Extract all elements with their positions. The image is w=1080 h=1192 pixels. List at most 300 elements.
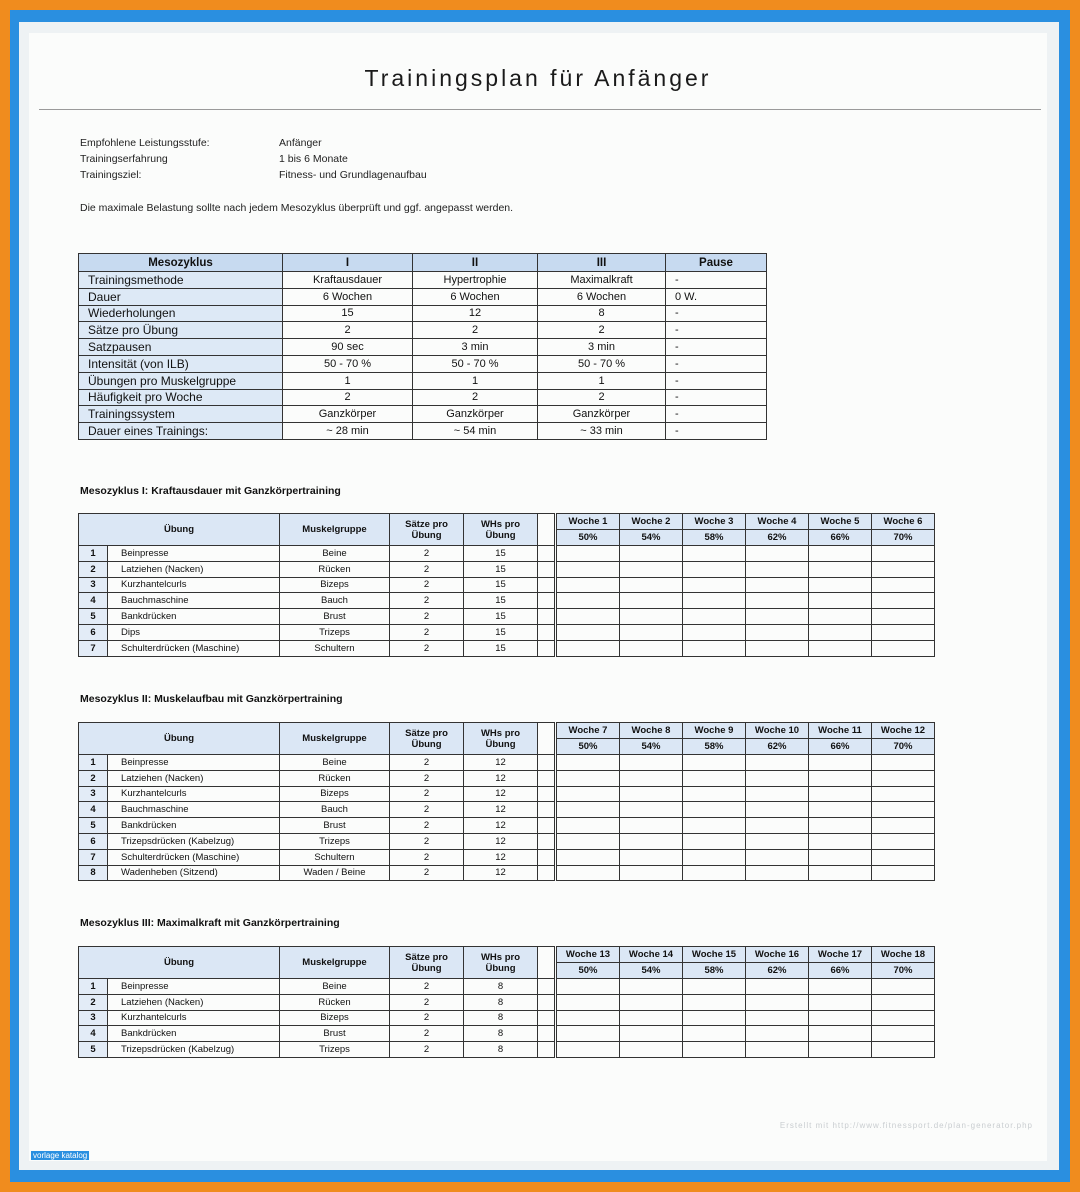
week-entry-cell[interactable]	[557, 593, 620, 609]
week-entry-cell[interactable]	[683, 561, 746, 577]
weeks-row	[557, 561, 935, 577]
overview-cell: 6 Wochen	[413, 288, 538, 305]
weeks-row	[557, 640, 935, 656]
week-entry-cell[interactable]	[683, 1026, 746, 1042]
week-entry-cell[interactable]	[746, 755, 809, 771]
table-row	[79, 577, 555, 593]
week-entry-cell[interactable]	[620, 609, 683, 625]
sets-value: 2	[390, 755, 464, 771]
info-label-level: Empfohlene Leistungsstufe:	[80, 137, 210, 149]
gap-cell	[538, 994, 555, 1010]
table-row	[79, 979, 555, 995]
exercise-name: Dips	[108, 624, 280, 640]
overview-row	[79, 355, 767, 372]
week-entry-cell[interactable]	[557, 833, 620, 849]
week-entry-cell[interactable]	[557, 786, 620, 802]
watermark: vorlage katalog	[33, 1151, 88, 1160]
sets-value: 2	[390, 1026, 464, 1042]
week-entry-cell[interactable]	[557, 865, 620, 881]
sets-value: 2	[390, 770, 464, 786]
week-entry-cell[interactable]	[620, 818, 683, 834]
muscle-group: Beine	[280, 546, 390, 562]
sets-value: 2	[390, 1042, 464, 1058]
sets-value: 2	[390, 979, 464, 995]
week-header: Woche 10	[746, 723, 809, 739]
week-header: Woche 5	[809, 514, 872, 530]
gap-cell	[538, 849, 555, 865]
week-entry-cell[interactable]	[620, 994, 683, 1010]
week-entry-cell[interactable]	[809, 609, 872, 625]
week-entry-cell[interactable]	[809, 577, 872, 593]
week-entry-cell[interactable]	[872, 818, 935, 834]
gap-cell	[538, 546, 555, 562]
week-entry-cell[interactable]	[683, 546, 746, 562]
week-entry-cell[interactable]	[746, 561, 809, 577]
gap-cell	[538, 593, 555, 609]
week-header: Woche 4	[746, 514, 809, 530]
week-entry-cell[interactable]	[557, 770, 620, 786]
overview-header: III	[538, 254, 666, 272]
gap-cell	[538, 755, 555, 771]
week-entry-cell[interactable]	[683, 994, 746, 1010]
exercise-name: Trizepsdrücken (Kabelzug)	[108, 1042, 280, 1058]
week-entry-cell[interactable]	[683, 849, 746, 865]
week-percent: 62%	[746, 739, 809, 755]
week-entry-cell[interactable]	[620, 577, 683, 593]
week-entry-cell[interactable]	[683, 979, 746, 995]
week-header: Woche 3	[683, 514, 746, 530]
muscle-group: Trizeps	[280, 833, 390, 849]
week-entry-cell[interactable]	[809, 833, 872, 849]
week-entry-cell[interactable]	[872, 561, 935, 577]
header-muskelgruppe: Muskelgruppe	[280, 947, 390, 979]
weeks-row	[557, 802, 935, 818]
header-whs: WHs pro Übung	[464, 723, 538, 755]
weeks-header-row	[557, 514, 935, 530]
exercise-header-row	[79, 723, 555, 755]
overview-cell: -	[666, 406, 767, 423]
overview-row-label: Übungen pro Muskelgruppe	[79, 372, 283, 389]
week-entry-cell[interactable]	[746, 624, 809, 640]
week-entry-cell[interactable]	[620, 546, 683, 562]
muscle-group: Brust	[280, 818, 390, 834]
week-entry-cell[interactable]	[620, 979, 683, 995]
week-percent: 50%	[557, 739, 620, 755]
weeks-row	[557, 849, 935, 865]
weeks-row	[557, 770, 935, 786]
muscle-group: Bizeps	[280, 577, 390, 593]
week-entry-cell[interactable]	[872, 1042, 935, 1058]
row-number: 7	[79, 640, 108, 656]
row-number: 2	[79, 994, 108, 1010]
week-entry-cell[interactable]	[746, 818, 809, 834]
week-entry-cell[interactable]	[683, 818, 746, 834]
sets-value: 2	[390, 865, 464, 881]
week-entry-cell[interactable]	[620, 561, 683, 577]
week-entry-cell[interactable]	[620, 770, 683, 786]
weeks-header-row	[557, 723, 935, 739]
exercise-name: Latziehen (Nacken)	[108, 561, 280, 577]
week-entry-cell[interactable]	[620, 640, 683, 656]
week-entry-cell[interactable]	[620, 593, 683, 609]
reps-value: 15	[464, 561, 538, 577]
overview-row	[79, 339, 767, 356]
gap-cell	[538, 802, 555, 818]
overview-cell: -	[666, 372, 767, 389]
week-entry-cell[interactable]	[683, 624, 746, 640]
exercise-name: Schulterdrücken (Maschine)	[108, 640, 280, 656]
gap-cell	[538, 786, 555, 802]
mesocycle-title: Mesozyklus II: Muskelaufbau mit Ganzkörpertraining	[80, 693, 343, 705]
reps-value: 15	[464, 640, 538, 656]
overview-cell: 2	[283, 389, 413, 406]
week-entry-cell[interactable]	[683, 609, 746, 625]
week-percent: 66%	[809, 530, 872, 546]
overview-cell: ~ 54 min	[413, 423, 538, 440]
week-entry-cell[interactable]	[683, 1042, 746, 1058]
week-entry-cell[interactable]	[809, 786, 872, 802]
info-value-level: Anfänger	[279, 137, 322, 149]
row-number: 8	[79, 865, 108, 881]
overview-row	[79, 305, 767, 322]
week-percent: 70%	[872, 530, 935, 546]
exercise-table	[78, 722, 555, 881]
weeks-row	[557, 755, 935, 771]
overview-cell: 8	[538, 305, 666, 322]
week-entry-cell[interactable]	[557, 802, 620, 818]
week-entry-cell[interactable]	[809, 865, 872, 881]
week-entry-cell[interactable]	[746, 1042, 809, 1058]
reps-value: 8	[464, 1010, 538, 1026]
row-number: 5	[79, 1042, 108, 1058]
exercise-name: Bauchmaschine	[108, 593, 280, 609]
overview-cell: Ganzkörper	[413, 406, 538, 423]
week-entry-cell[interactable]	[557, 609, 620, 625]
week-percent: 62%	[746, 963, 809, 979]
weeks-row	[557, 1026, 935, 1042]
week-header: Woche 6	[872, 514, 935, 530]
week-entry-cell[interactable]	[557, 818, 620, 834]
week-entry-cell[interactable]	[746, 865, 809, 881]
week-header: Woche 2	[620, 514, 683, 530]
week-entry-cell[interactable]	[746, 609, 809, 625]
overview-row-label: Häufigkeit pro Woche	[79, 389, 283, 406]
overview-header: II	[413, 254, 538, 272]
muscle-group: Trizeps	[280, 1042, 390, 1058]
row-number: 2	[79, 561, 108, 577]
exercise-name: Kurzhantelcurls	[108, 1010, 280, 1026]
overview-cell: 6 Wochen	[538, 288, 666, 305]
header-whs: WHs pro Übung	[464, 947, 538, 979]
table-row	[79, 561, 555, 577]
week-entry-cell[interactable]	[557, 1010, 620, 1026]
week-entry-cell[interactable]	[683, 770, 746, 786]
muscle-group: Beine	[280, 979, 390, 995]
week-entry-cell[interactable]	[620, 624, 683, 640]
week-entry-cell[interactable]	[872, 994, 935, 1010]
week-entry-cell[interactable]	[620, 1042, 683, 1058]
week-entry-cell[interactable]	[620, 755, 683, 771]
week-entry-cell[interactable]	[872, 755, 935, 771]
muscle-group: Beine	[280, 755, 390, 771]
week-entry-cell[interactable]	[620, 833, 683, 849]
reps-value: 8	[464, 979, 538, 995]
exercise-header-row	[79, 514, 555, 546]
table-row	[79, 546, 555, 562]
week-header: Woche 12	[872, 723, 935, 739]
week-percent: 62%	[746, 530, 809, 546]
exercise-name: Kurzhantelcurls	[108, 577, 280, 593]
week-entry-cell[interactable]	[809, 770, 872, 786]
week-entry-cell[interactable]	[683, 755, 746, 771]
overview-header-row	[79, 254, 767, 272]
week-entry-cell[interactable]	[809, 640, 872, 656]
week-entry-cell[interactable]	[872, 849, 935, 865]
week-entry-cell[interactable]	[746, 640, 809, 656]
week-entry-cell[interactable]	[809, 1026, 872, 1042]
week-entry-cell[interactable]	[872, 802, 935, 818]
gap-cell	[538, 640, 555, 656]
overview-cell: 50 - 70 %	[538, 355, 666, 372]
week-header: Woche 13	[557, 947, 620, 963]
overview-header: Mesozyklus	[79, 254, 283, 272]
exercise-name: Trizepsdrücken (Kabelzug)	[108, 833, 280, 849]
week-entry-cell[interactable]	[746, 1026, 809, 1042]
title-divider	[39, 109, 1041, 110]
overview-cell: 2	[538, 322, 666, 339]
overview-cell: 15	[283, 305, 413, 322]
week-percent: 58%	[683, 739, 746, 755]
exercise-name: Bankdrücken	[108, 1026, 280, 1042]
week-header: Woche 11	[809, 723, 872, 739]
week-entry-cell[interactable]	[683, 577, 746, 593]
sets-value: 2	[390, 833, 464, 849]
reps-value: 12	[464, 786, 538, 802]
week-entry-cell[interactable]	[809, 818, 872, 834]
page-title: Trainingsplan für Anfänger	[364, 65, 712, 91]
row-number: 4	[79, 1026, 108, 1042]
gap-cell	[538, 979, 555, 995]
header-saetze: Sätze pro Übung	[390, 514, 464, 546]
week-entry-cell[interactable]	[620, 802, 683, 818]
week-entry-cell[interactable]	[746, 577, 809, 593]
week-entry-cell[interactable]	[557, 577, 620, 593]
overview-cell: Ganzkörper	[538, 406, 666, 423]
week-entry-cell[interactable]	[809, 755, 872, 771]
week-entry-cell[interactable]	[683, 802, 746, 818]
weeks-header-row	[557, 947, 935, 963]
exercise-name: Wadenheben (Sitzend)	[108, 865, 280, 881]
week-entry-cell[interactable]	[872, 865, 935, 881]
week-header: Woche 16	[746, 947, 809, 963]
week-entry-cell[interactable]	[809, 849, 872, 865]
week-entry-cell[interactable]	[809, 1010, 872, 1026]
week-entry-cell[interactable]	[809, 994, 872, 1010]
week-entry-cell[interactable]	[872, 640, 935, 656]
overview-cell: ~ 33 min	[538, 423, 666, 440]
gap-cell	[538, 723, 555, 755]
row-number: 5	[79, 609, 108, 625]
table-row	[79, 833, 555, 849]
week-percent: 54%	[620, 739, 683, 755]
row-number: 1	[79, 979, 108, 995]
row-number: 6	[79, 624, 108, 640]
week-entry-cell[interactable]	[809, 546, 872, 562]
week-entry-cell[interactable]	[557, 640, 620, 656]
week-header: Woche 9	[683, 723, 746, 739]
header-uebung: Übung	[79, 723, 280, 755]
overview-cell: Maximalkraft	[538, 272, 666, 289]
week-entry-cell[interactable]	[746, 802, 809, 818]
header-uebung: Übung	[79, 947, 280, 979]
week-entry-cell[interactable]	[557, 561, 620, 577]
row-number: 3	[79, 577, 108, 593]
table-row	[79, 802, 555, 818]
week-entry-cell[interactable]	[872, 1026, 935, 1042]
sets-value: 2	[390, 609, 464, 625]
exercise-name: Bankdrücken	[108, 818, 280, 834]
week-entry-cell[interactable]	[557, 1026, 620, 1042]
overview-cell: -	[666, 423, 767, 440]
overview-cell: Hypertrophie	[413, 272, 538, 289]
week-header: Woche 15	[683, 947, 746, 963]
week-entry-cell[interactable]	[557, 849, 620, 865]
week-entry-cell[interactable]	[620, 786, 683, 802]
info-value-experience: 1 bis 6 Monate	[279, 153, 348, 165]
week-entry-cell[interactable]	[557, 994, 620, 1010]
row-number: 2	[79, 770, 108, 786]
week-entry-cell[interactable]	[809, 593, 872, 609]
overview-row-label: Sätze pro Übung	[79, 322, 283, 339]
week-entry-cell[interactable]	[809, 624, 872, 640]
week-entry-cell[interactable]	[620, 849, 683, 865]
overview-cell: 50 - 70 %	[413, 355, 538, 372]
weeks-row	[557, 624, 935, 640]
week-entry-cell[interactable]	[872, 1010, 935, 1026]
reps-value: 12	[464, 849, 538, 865]
table-row	[79, 849, 555, 865]
week-entry-cell[interactable]	[746, 546, 809, 562]
overview-header: I	[283, 254, 413, 272]
week-entry-cell[interactable]	[809, 802, 872, 818]
row-number: 5	[79, 818, 108, 834]
week-entry-cell[interactable]	[872, 593, 935, 609]
week-entry-cell[interactable]	[683, 1010, 746, 1026]
mesocycle-title: Mesozyklus III: Maximalkraft mit Ganzkörpertraining	[80, 917, 340, 929]
reps-value: 12	[464, 833, 538, 849]
overview-row	[79, 406, 767, 423]
week-entry-cell[interactable]	[746, 833, 809, 849]
week-entry-cell[interactable]	[746, 979, 809, 995]
week-entry-cell[interactable]	[809, 979, 872, 995]
muscle-group: Bizeps	[280, 786, 390, 802]
week-entry-cell[interactable]	[872, 546, 935, 562]
muscle-group: Trizeps	[280, 624, 390, 640]
week-entry-cell[interactable]	[872, 786, 935, 802]
week-entry-cell[interactable]	[746, 849, 809, 865]
gap-cell	[538, 833, 555, 849]
gap-cell	[538, 1010, 555, 1026]
table-row	[79, 609, 555, 625]
reps-value: 8	[464, 994, 538, 1010]
week-entry-cell[interactable]	[872, 624, 935, 640]
percent-row	[557, 739, 935, 755]
sets-value: 2	[390, 624, 464, 640]
exercise-name: Beinpresse	[108, 546, 280, 562]
reps-value: 15	[464, 577, 538, 593]
overview-cell: 1	[283, 372, 413, 389]
muscle-group: Rücken	[280, 770, 390, 786]
week-entry-cell[interactable]	[620, 865, 683, 881]
week-entry-cell[interactable]	[809, 1042, 872, 1058]
weeks-row	[557, 1042, 935, 1058]
week-entry-cell[interactable]	[683, 865, 746, 881]
weeks-row	[557, 865, 935, 881]
overview-cell: 1	[538, 372, 666, 389]
week-percent: 58%	[683, 963, 746, 979]
header-muskelgruppe: Muskelgruppe	[280, 514, 390, 546]
overview-cell: 1	[413, 372, 538, 389]
week-entry-cell[interactable]	[557, 624, 620, 640]
week-entry-cell[interactable]	[872, 979, 935, 995]
week-entry-cell[interactable]	[683, 786, 746, 802]
overview-cell: -	[666, 339, 767, 356]
gap-cell	[538, 770, 555, 786]
week-entry-cell[interactable]	[872, 770, 935, 786]
reps-value: 15	[464, 624, 538, 640]
week-header: Woche 18	[872, 947, 935, 963]
header-uebung: Übung	[79, 514, 280, 546]
week-entry-cell[interactable]	[872, 609, 935, 625]
week-entry-cell[interactable]	[557, 1042, 620, 1058]
sets-value: 2	[390, 546, 464, 562]
week-entry-cell[interactable]	[620, 1010, 683, 1026]
row-number: 7	[79, 849, 108, 865]
week-entry-cell[interactable]	[746, 593, 809, 609]
week-entry-cell[interactable]	[557, 755, 620, 771]
weeks-row	[557, 786, 935, 802]
week-entry-cell[interactable]	[683, 833, 746, 849]
week-entry-cell[interactable]	[872, 833, 935, 849]
week-entry-cell[interactable]	[683, 640, 746, 656]
sets-value: 2	[390, 849, 464, 865]
row-number: 3	[79, 1010, 108, 1026]
overview-cell: 3 min	[413, 339, 538, 356]
overview-row	[79, 322, 767, 339]
week-entry-cell[interactable]	[746, 786, 809, 802]
overview-cell: 2	[538, 389, 666, 406]
weeks-row	[557, 609, 935, 625]
week-entry-cell[interactable]	[872, 577, 935, 593]
week-entry-cell[interactable]	[557, 979, 620, 995]
week-entry-cell[interactable]	[620, 1026, 683, 1042]
week-entry-cell[interactable]	[683, 593, 746, 609]
overview-cell: -	[666, 272, 767, 289]
week-entry-cell[interactable]	[746, 1010, 809, 1026]
overview-row-label: Wiederholungen	[79, 305, 283, 322]
week-entry-cell[interactable]	[557, 546, 620, 562]
weeks-row	[557, 1010, 935, 1026]
week-entry-cell[interactable]	[746, 770, 809, 786]
week-entry-cell[interactable]	[746, 994, 809, 1010]
week-percent: 50%	[557, 530, 620, 546]
muscle-group: Waden / Beine	[280, 865, 390, 881]
table-row	[79, 865, 555, 881]
overview-cell: 2	[413, 322, 538, 339]
week-entry-cell[interactable]	[809, 561, 872, 577]
overview-cell: 6 Wochen	[283, 288, 413, 305]
row-number: 3	[79, 786, 108, 802]
